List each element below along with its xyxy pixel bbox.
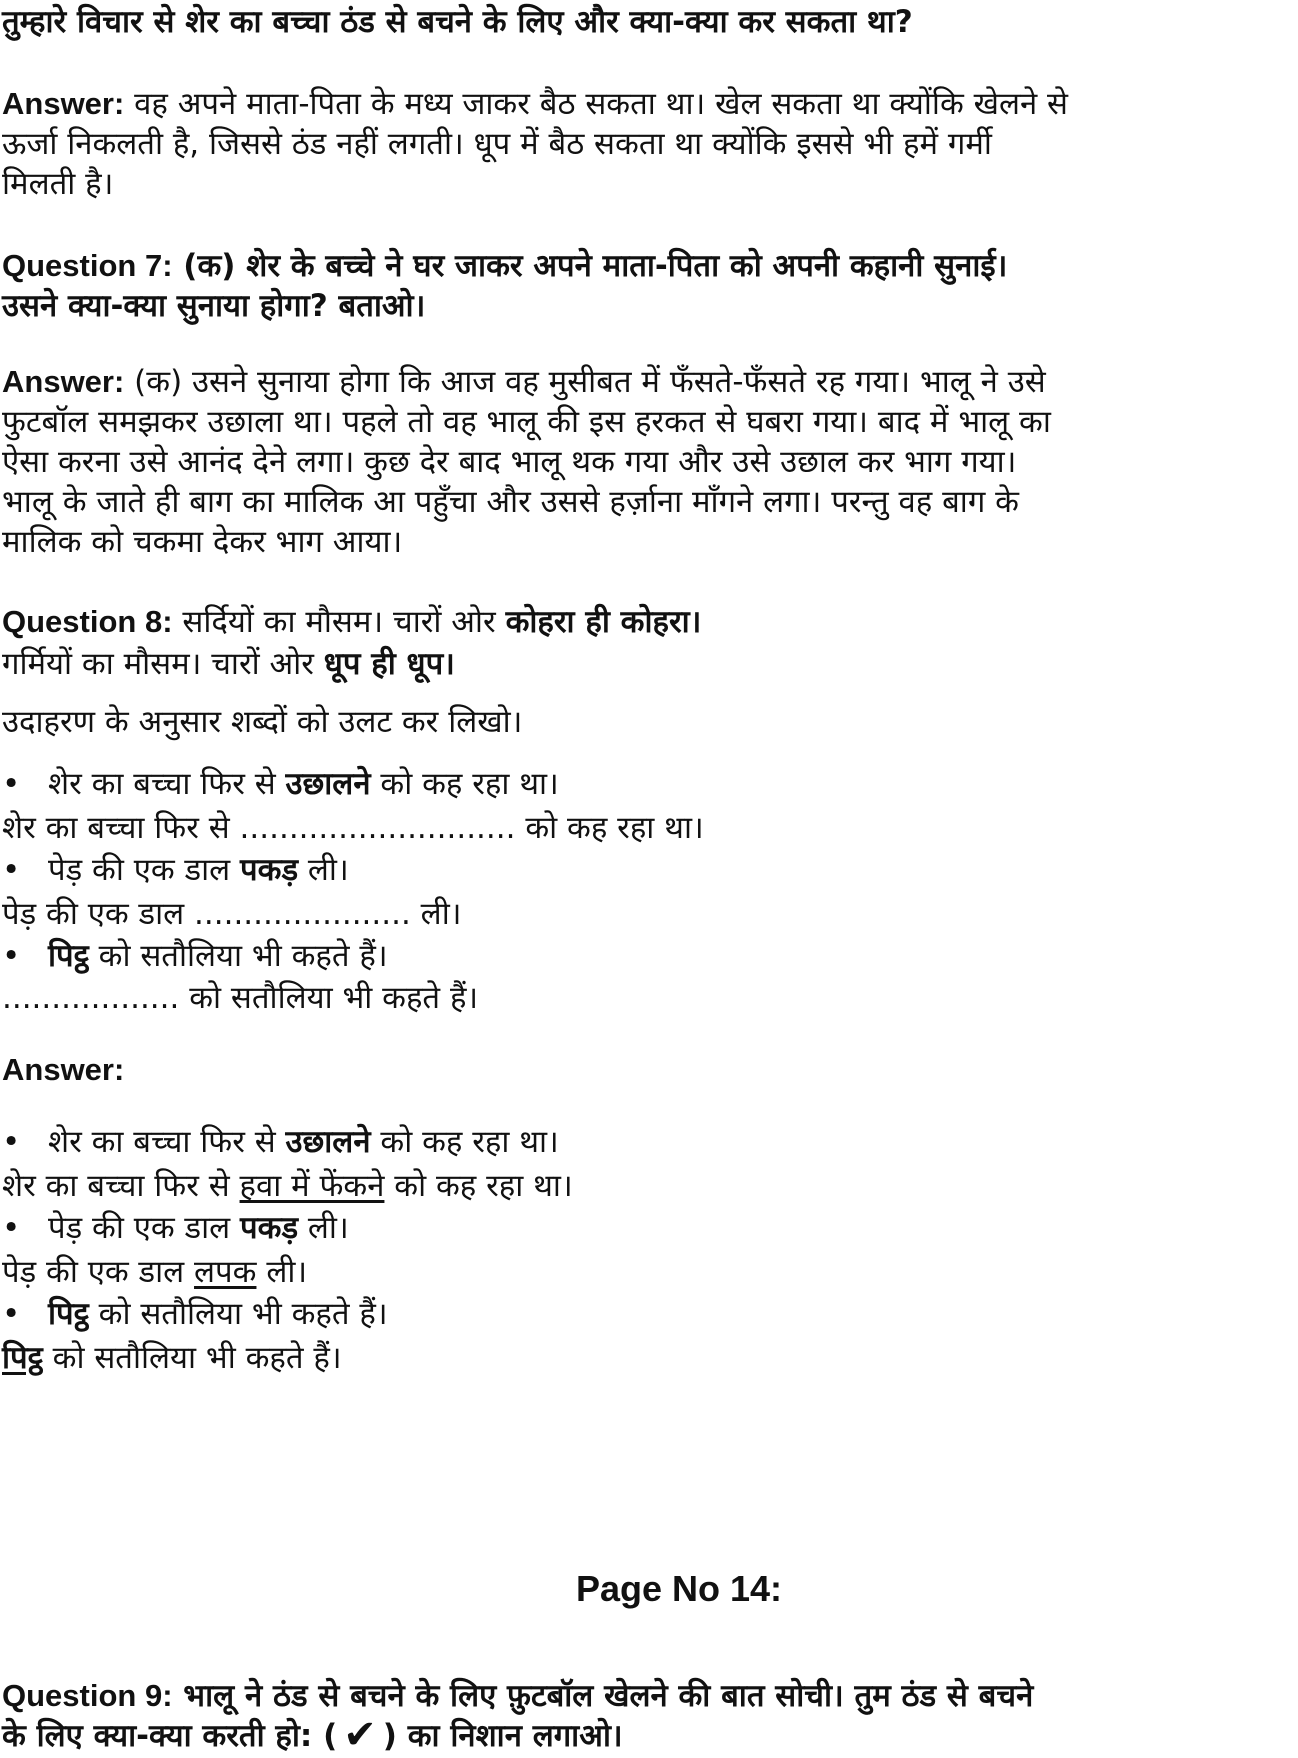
q8-example-1: • शेर का बच्चा फिर से उछालने को कह रहा था। [2,766,559,802]
bold-word: पकड़ [240,1210,299,1246]
bold-word: पकड़ [240,852,299,888]
bold-word: पिट्ठ [48,938,89,974]
q8-instruction: उदाहरण के अनुसार शब्दों को उलट कर लिखो। [2,704,523,740]
q6-question: तुम्हारे विचार से शेर का बच्चा ठंड से बचने के लिए और क्या-क्या कर सकता था? [2,4,913,40]
q8-answer-2-filled: पेड़ की एक डाल लपक ली। [2,1254,308,1290]
bullet: • [2,1296,21,1332]
q9-line-2: के लिए क्या-क्या करती हो: ( ✔ ) का निशान लगाओ। [2,1712,623,1758]
bullet: • [2,766,21,802]
underlined-answer: पिट्ठ [2,1340,43,1376]
answer-text: (क) उसने सुनाया होगा कि आज वह मुसीबत में फँसते-फँसते रह गया। भालू ने उसे [124,364,1046,400]
page-number-heading: Page No 14: [575,1568,783,1609]
bullet: • [2,852,21,888]
q8-example-2-blank: पेड़ की एक डाल ...................... ली। [2,896,462,932]
bold-word: उछालने [285,766,371,802]
q8-bold-text: कोहरा ही कोहरा। [505,604,702,640]
q7-answer-line-4: भालू के जाते ही बाग का मालिक आ पहुँचा और उससे हर्ज़ाना माँगने लगा। परन्तु वह बाग के [2,484,1019,520]
q8-example-1-blank: शेर का बच्चा फिर से ............................ को कह रहा था। [2,810,704,846]
answer-label: Answer: [2,364,125,399]
blank-line: ...................... [194,896,411,932]
q6-answer-line-2: ऊर्जा निकलती है, जिससे ठंड नहीं लगती। धूप में बैठ सकता था क्योंकि इससे भी हमें गर्मी [2,126,992,162]
q8-answer-1-filled: शेर का बच्चा फिर से हवा में फेंकने को कह रहा था। [2,1168,573,1204]
q8-example-3-blank: .................. को सतौलिया भी कहते हैं। [2,980,479,1016]
q8-answer-3-filled: पिट्ठ को सतौलिया भी कहते हैं। [2,1340,342,1376]
q8-line-2 [2,644,455,684]
q7-answer-line-5: मालिक को चकमा देकर भाग आया। [2,524,403,560]
q7-answer-line-1 [2,362,1046,402]
bullet: • [2,938,21,974]
blank-line: ............................ [239,810,516,846]
answer-text: वह अपने माता-पिता के मध्य जाकर बैठ सकता था। खेल सकता था क्योंकि खेलने से [124,86,1069,122]
bullet: • [2,1210,21,1246]
q8-text: सर्दियों का मौसम। चारों ओर [172,604,506,640]
q8-example-3: • पिट्ठ को सतौलिया भी कहते हैं। [2,938,388,974]
q7-answer-line-3: ऐसा करना उसे आनंद देने लगा। कुछ देर बाद भालू थक गया और उसे उछाल कर भाग गया। [2,444,1017,480]
q8-bold-text: धूप ही धूप। [323,646,455,682]
q7-answer-line-2: फुटबॉल समझकर उछाला था। पहले तो वह भालू की इस हरकत से घबरा गया। बाद में भालू का [2,404,1051,440]
q8-answer-2: • पेड़ की एक डाल पकड़ ली। [2,1210,349,1246]
q8-answer-3: • पिट्ठ को सतौलिया भी कहते हैं। [2,1296,388,1332]
question-label: Question 8: [2,604,173,639]
bold-word: पिट्ठ [48,1296,89,1332]
question-text: भालू ने ठंड से बचने के लिए फ़ुटबॉल खेलने की बात सोची। तुम ठंड से बचने [172,1678,1034,1714]
q8-line-1 [2,602,701,642]
question-label: Question 7: [2,248,173,283]
checkmark-icon: ✔ [343,1712,377,1758]
underlined-answer: हवा में फेंकने [239,1168,385,1204]
q6-answer-line-1 [2,84,1068,124]
q7-question-line-2: उसने क्या-क्या सुनाया होगा? बताओ। [2,288,426,324]
q8-answer-1: • शेर का बच्चा फिर से उछालने को कह रहा था। [2,1124,559,1160]
q8-text: गर्मियों का मौसम। चारों ओर [2,646,324,682]
q6-answer-line-3: मिलती है। [2,166,114,202]
q7-question-line-1 [2,246,1007,286]
q9-line-1 [2,1676,1033,1716]
question-text: (क) शेर के बच्चे ने घर जाकर अपने माता-पिता को अपनी कहानी सुनाई। [172,248,1008,284]
bold-word: उछालने [285,1124,371,1160]
bullet: • [2,1124,21,1160]
q8-example-2: • पेड़ की एक डाल पकड़ ली। [2,852,349,888]
question-label: Question 9: [2,1678,173,1713]
blank-line: .................. [2,980,180,1016]
underlined-answer: लपक [194,1254,257,1290]
q8-answer-label: Answer: [2,1052,125,1087]
answer-label: Answer: [2,86,125,121]
